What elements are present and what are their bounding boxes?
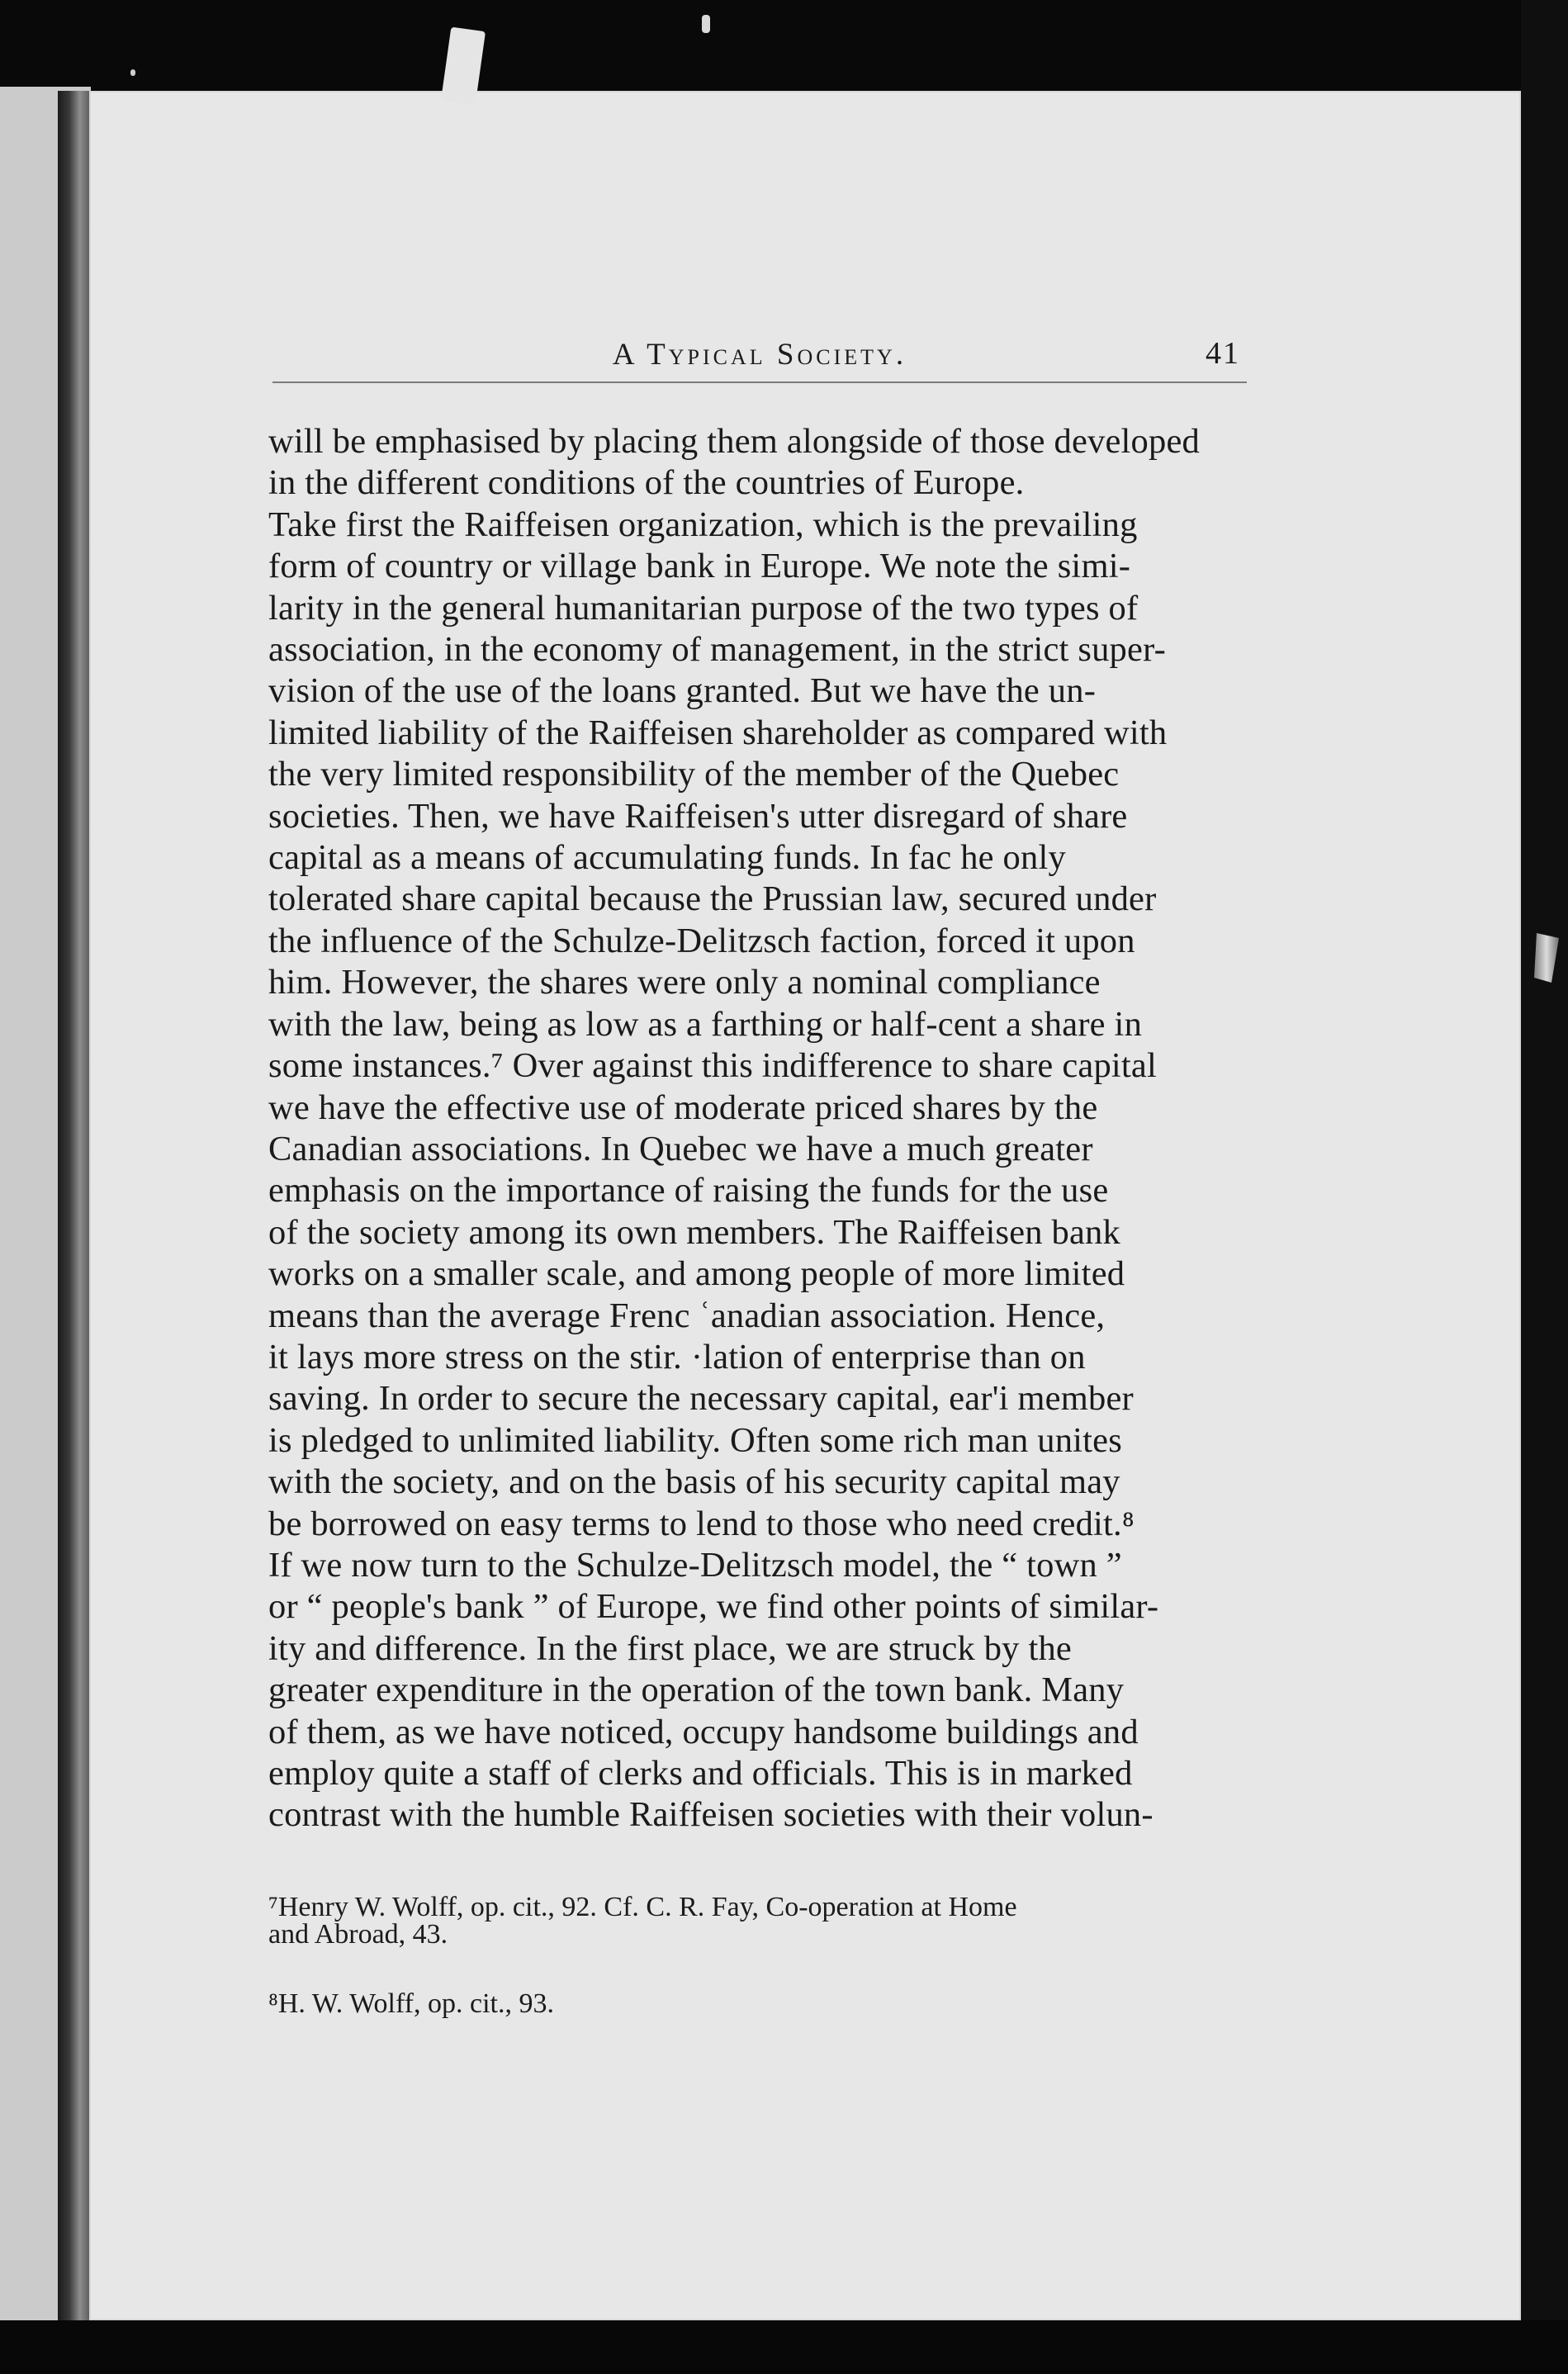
edge-speck-mark [130, 69, 135, 76]
small-paper-mark [702, 15, 710, 33]
footnote-7: ⁷Henry W. Wolff, op. cit., 92. Cf. C. R. Fay, Co-operation at Home and Abroad, 43. [268, 1892, 1017, 1950]
scan-bottom-shadow [0, 2320, 1568, 2374]
paragraph-2: Take first the Raiffeisen organization, which is the prevailing form of country or village bank in Europe. We note the simi- larity in the general humanitarian purpose of the two types of association, in the economy of management, in the strict super- vision of the use of the loans granted. But we have the un- limited liability of the Raiffeisen shareholder as compared with the very limited responsibility of the member of the Quebec societies. Then, we have Raiffeisen's utter disregard of share capital as a means of accumulating funds. In fac he only tolerated share capital because the Prussian law, secured under the influence of the Schulze-Delitzsch faction, forced it upon him. However, the shares were only a nominal compliance with the law, being as low as a farthing or half-cent a share in some instances.⁷ Over against this indifference to share capital we have the effective use of moderate priced shares by the Canadian associations. In Quebec we have a much greater emphasis on the importance of raising the funds for the use of the society among its own members. The Raiffeisen bank works on a smaller scale, and among people of more limited means than the average Frenc ʿanadian association. Hence, it lays more stress on the stir. ·lation of enterprise than on saving. In order to secure the necessary capital, ear'i member is pledged to unlimited liability. Often some rich man unites with the society, and on the basis of his security capital may be borrowed on easy terms to lend to those who need credit.⁸ [268, 505, 1168, 1543]
running-head: A Typical Society. [612, 338, 907, 372]
paragraph-1: will be emphasised by placing them alongside of those developed in the different conditions of the countries of Europe. [268, 422, 1200, 503]
page-header [272, 330, 1247, 388]
scan-right-shadow [1521, 0, 1568, 2374]
scan-top-shadow [0, 0, 1568, 99]
page-number: 41 [1206, 336, 1240, 371]
header-rule [272, 381, 1247, 383]
paragraph-3: If we now turn to the Schulze-Delitzsch model, the “ town ” or “ people's bank ” of Europe, we find other points of similar- ity and difference. In the first place, we are struck by the greater expenditure in the operation of the town bank. Many of them, as we have noticed, occupy handsome buildings and employ quite a staff of clerks and officials. This is in marked contrast with the humble Raiffeisen societies with their volun- [268, 1545, 1159, 1835]
main-text [268, 421, 1247, 1836]
footnotes [268, 1866, 1243, 2059]
footnote-8: ⁸H. W. Wolff, op. cit., 93. [268, 1988, 554, 2019]
